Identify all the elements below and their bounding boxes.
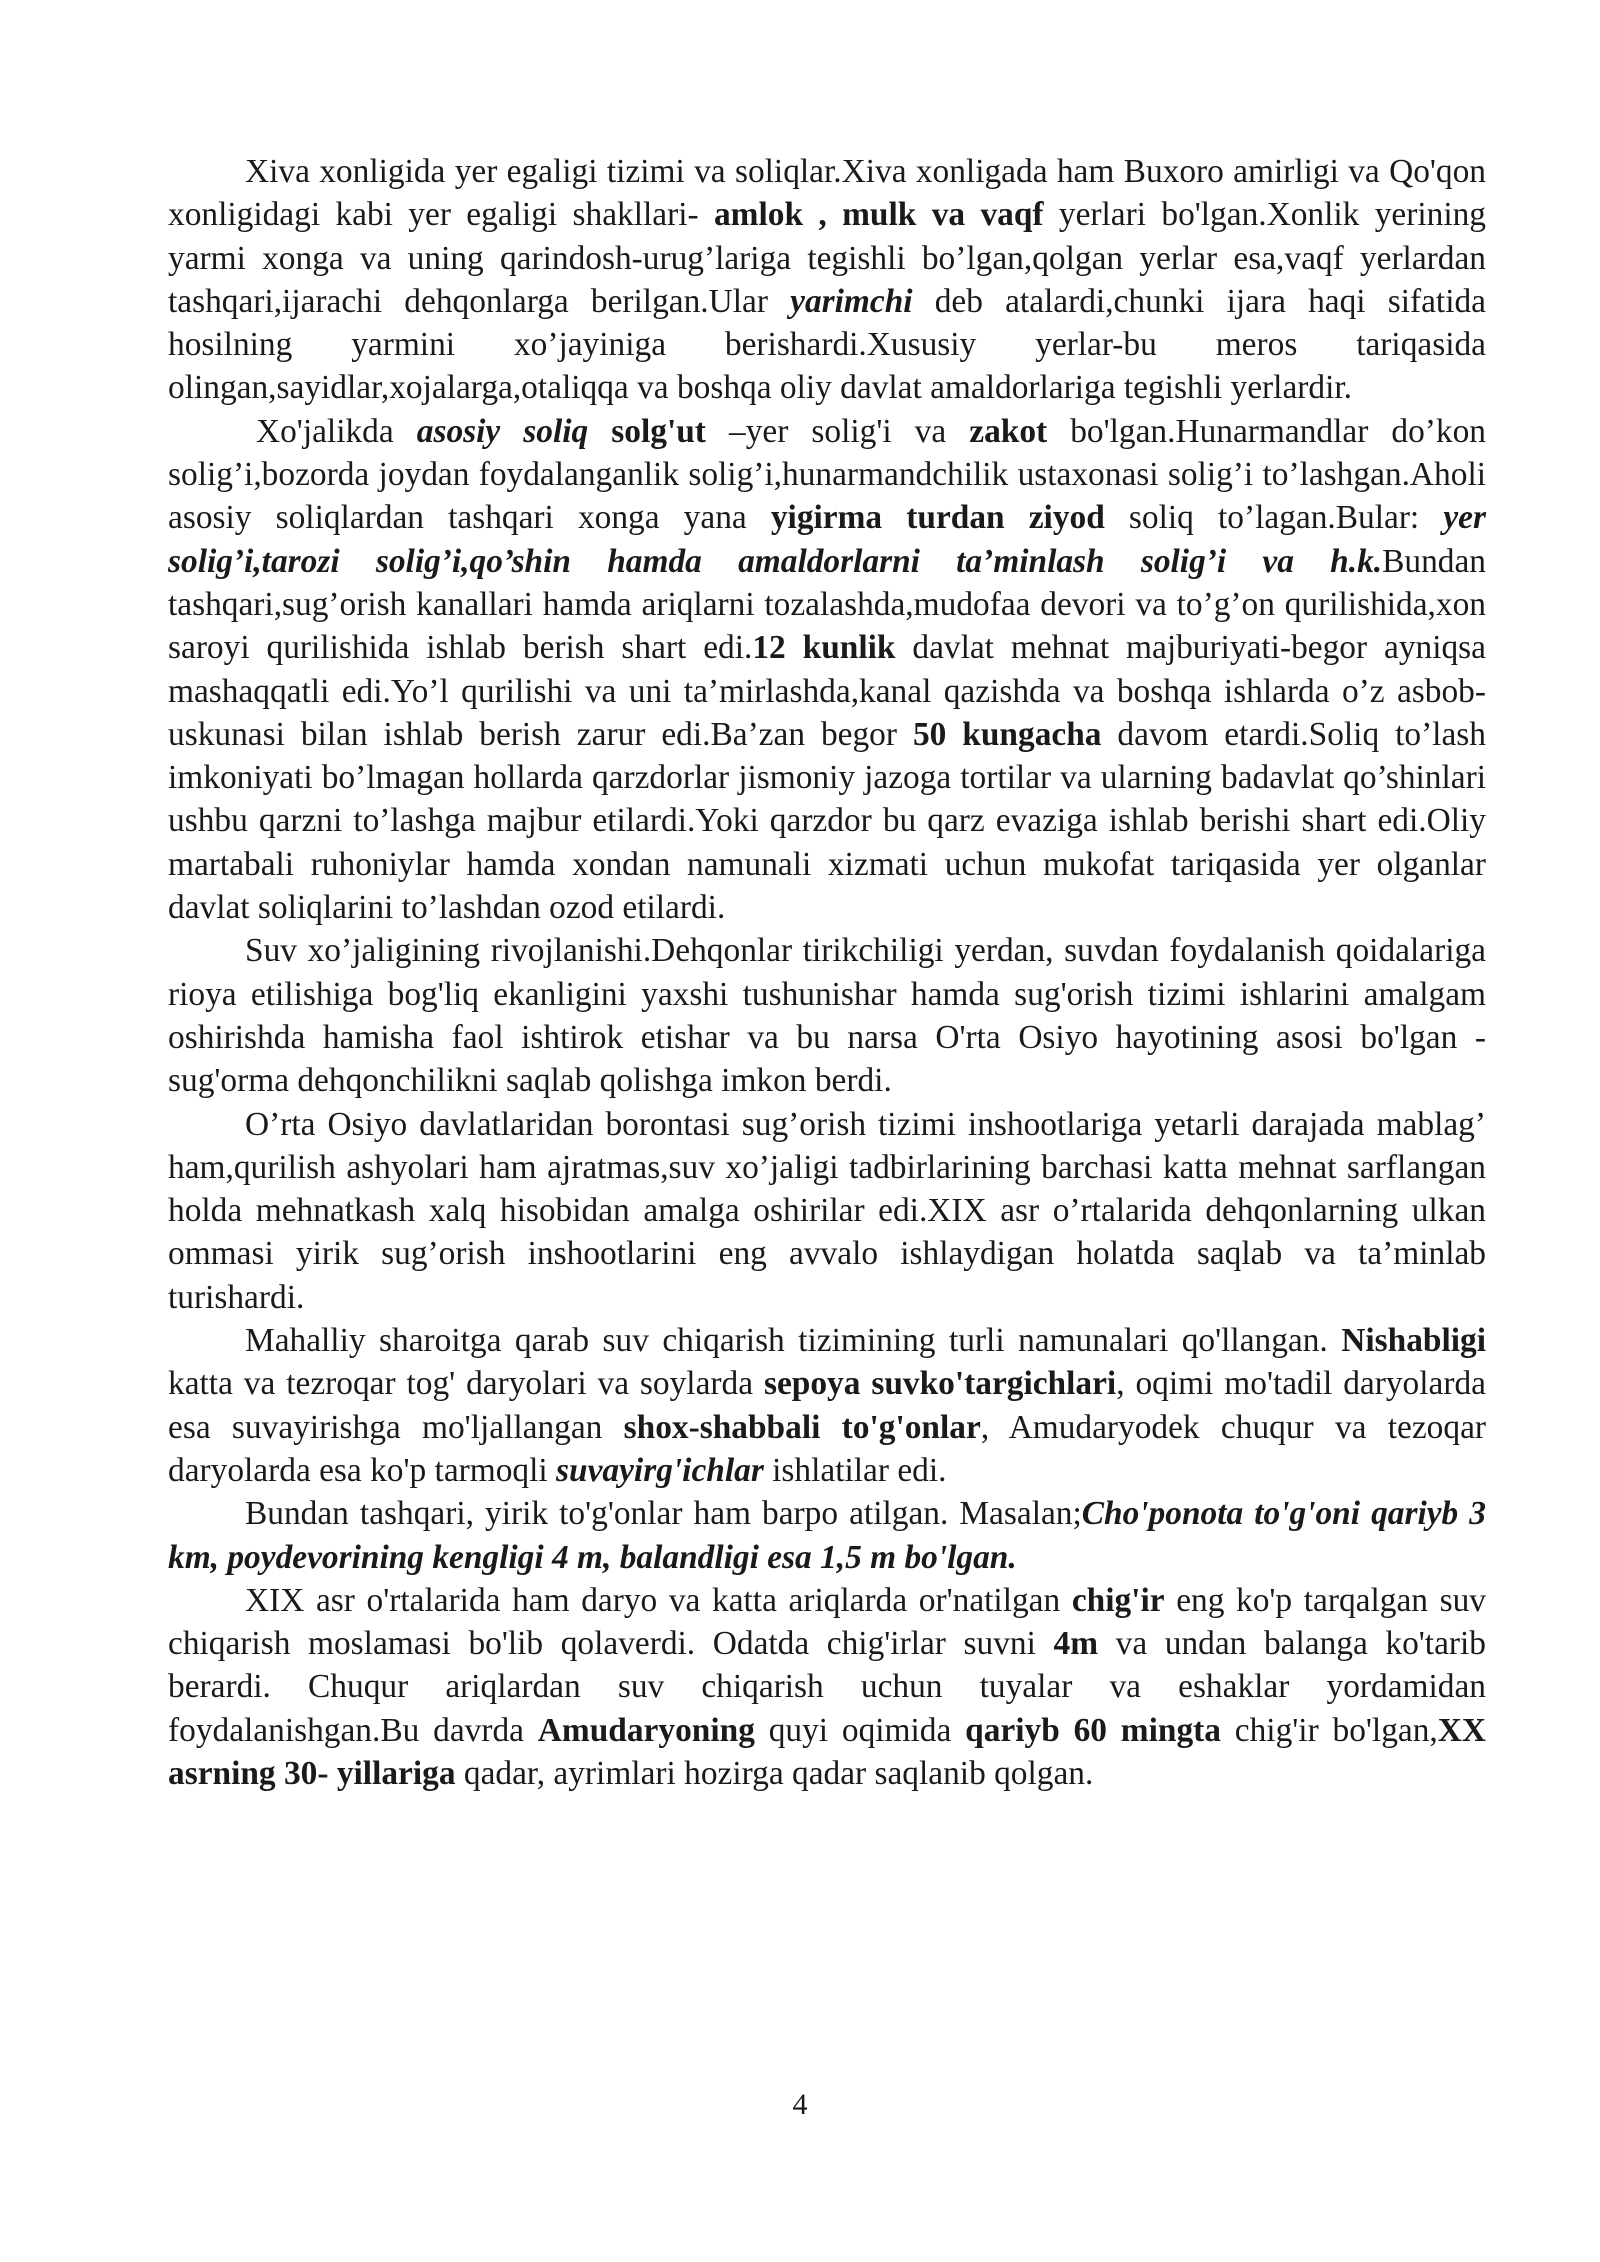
emphasis-run: amlok , mulk va vaqf — [713, 196, 1044, 234]
paragraph-7 — [168, 1579, 1486, 1795]
paragraph-5 — [168, 1319, 1486, 1492]
text-run: Xiva xonligida yer egaligi tizimi va soliqlar.Xiva xonligada ham Buxoro amirligi va Qo'qon xonligidagi kabi yer egaligi shakllari- — [168, 153, 1486, 234]
emphasis-run: chig'ir — [1071, 1581, 1165, 1619]
emphasis-run: qariyb 60 mingta — [965, 1711, 1221, 1749]
text-run: qadar, ayrimlari hozirga qadar saqlanib qolgan. — [455, 1754, 1094, 1792]
text-run: bo'lgan.Hunarmandlar do’kon solig’i,bozorda joydan foydalanganlik solig’i,hunarmandchilik ustaxonasi solig’i to’lashgan.Aholi asosiy soliqlardan tashqari xonga yana — [168, 412, 1486, 537]
emphasis-run: yer solig’i,tarozi solig’i,qo’shin hamda amaldorlarni ta’minlash solig’i va h.k. — [168, 499, 1486, 580]
text-run: Bundan tashqari,sug’orish kanallari hamda ariqlarni tozalashda,mudofaa devori va to’g’on qurilishida,xon saroyi qurilishida ishlab berish shart edi. — [168, 542, 1486, 667]
text-run: soliq to’lagan.Bular: — [1104, 499, 1444, 537]
text-run: –yer solig'i va — [705, 412, 970, 450]
text-run: , Amudaryodek chuqur va tezoqar daryolarda esa ko'p tarmoqli — [168, 1408, 1487, 1489]
emphasis-run: 50 kungacha — [912, 715, 1102, 753]
emphasis-run: 4m — [1053, 1625, 1099, 1663]
text-run: , oqimi mo'tadil daryolarda esa suvayirishga mo'ljallangan — [168, 1365, 1486, 1446]
text-run: davlat mehnat majburiyati-begor ayniqsa mashaqqatli edi.Yo’l qurilishi va uni ta’mirlashda,kanal qazishda va boshqa ishlarda o’z asbob-uskunasi bilan ishlab berish zarur edi.Ba’zan begor — [168, 629, 1487, 753]
text-run: eng ko'p tarqalgan suv chiqarish moslamasi bo'lib qolaverdi. Odatda chig'irlar suvni — [168, 1581, 1486, 1663]
paragraph-6 — [168, 1492, 1486, 1579]
text-run: ishlatilar edi. — [763, 1451, 947, 1489]
text-run: Xo'jalikda — [256, 412, 417, 450]
emphasis-run: suvayirg'ichlar — [556, 1451, 764, 1489]
text-run: quyi oqimida — [754, 1711, 966, 1749]
emphasis-run: zakot — [969, 412, 1048, 450]
emphasis-run: XX asrning 30- yillariga — [168, 1711, 1486, 1792]
emphasis-run: yigirma turdan ziyod — [770, 499, 1105, 537]
emphasis-run: Amudaryoning — [537, 1711, 755, 1749]
paragraph-3 — [168, 929, 1486, 1102]
text-run: Mahalliy sharoitga qarab suv chiqarish tizimining turli namunalari qo'llangan. — [245, 1322, 1342, 1360]
page-number: 4 — [792, 2088, 808, 2121]
text-run: va undan balanga ko'tarib berardi. Chuqur ariqlardan suv chiqarish uchun tuyalar va eshaklar yordamidan foydalanishgan.Bu davrda — [168, 1625, 1486, 1749]
text-run: davom etardi.Soliq to’lash imkoniyati bo’lmagan hollarda qarzdorlar jismoniy jazoga tortilar va ularning badavlat qo’shinlari ushbu qarzni to’lashga majbur etilardi.Yoki qarzdor bu qarz evaziga ishlab berishi shart edi.Oliy martabali ruhoniylar hamda xondan namunali xizmati uchun mukofat tariqasida yer olganlar davlat soliqlarini to’lashdan ozod etilardi. — [168, 715, 1486, 927]
document-body — [168, 150, 1486, 1795]
emphasis-run: asosiy soliq — [416, 412, 589, 450]
text-run: O’rta Osiyo davlatlaridan borontasi sug’orish tizimi inshootlariga yetarli darajada mablag’ ham,qurilish ashyolari ham ajratmas,suv xo’jaligi tadbirlarining barchasi katta mehnat sarflangan holda mehnatkash xalq hisobidan amalga oshirilar edi.XIX asr o’rtalarida dehqonlarning ulkan ommasi yirik sug’orish inshootlarini eng avvalo ishlaydigan holatda saqlab va ta’minlab turishardi. — [168, 1105, 1486, 1316]
text-run: Bundan tashqari, yirik to'g'onlar ham barpo atilgan. Masalan; — [245, 1495, 1082, 1533]
text-run: chig'ir bo'lgan, — [1220, 1711, 1438, 1749]
emphasis-run: shox-shabbali to'g'onlar — [623, 1408, 981, 1446]
text-run: yerlari bo'lgan.Xonlik yerining yarmi xonga va uning qarindosh-urug’lariga tegishli bo’lgan,qolgan yerlar esa,vaqf yerlardan tashqari,ijarachi dehqonlarga berilgan.Ular — [168, 196, 1487, 320]
paragraph-4 — [168, 1103, 1486, 1319]
emphasis-run: yarimchi — [790, 282, 913, 320]
emphasis-run: sepoya suvko'targichlari — [763, 1365, 1117, 1403]
paragraph-2 — [168, 410, 1486, 930]
text-run — [588, 413, 611, 450]
paragraph-1 — [168, 150, 1486, 410]
emphasis-run: Cho'ponota to'g'oni qariyb 3 km, poydevorining kengligi 4 m, balandligi esa 1,5 m bo'lgan. — [168, 1495, 1486, 1576]
text-run: deb atalardi,chunki ijara haqi sifatida hosilning yarmini xo’jayiniga berishardi.Xususiy yerlar-bu meros tariqasida olingan,sayidlar,xojalarga,otaliqqa va boshqa oliy davlat amaldorlariga tegishli yerlardir. — [168, 282, 1486, 407]
emphasis-run: solg'ut — [611, 412, 706, 450]
text-run: Suv xo’jaligining rivojlanishi.Dehqonlar tirikchiligi yerdan, suvdan foydalanish qoidalariga rioya etilishiga bog'liq ekanligini yaxshi tushunishar hamda sug'orish tizimi ishlarini amalgam oshirishda hamisha faol ishtirok etishar va bu narsa O'rta Osiyo hayotining asosi bo'lgan - sug'orma dehqonchilikni saqlab qolishga imkon berdi. — [168, 932, 1486, 1100]
emphasis-run: 12 kunlik — [752, 629, 896, 667]
text-run: XIX asr o'rtalarida ham daryo va katta ariqlarda or'natilgan — [245, 1581, 1072, 1619]
text-run: katta va tezroqar tog' daryolari va soylarda — [168, 1365, 764, 1403]
emphasis-run: Nishabligi — [1341, 1322, 1486, 1360]
